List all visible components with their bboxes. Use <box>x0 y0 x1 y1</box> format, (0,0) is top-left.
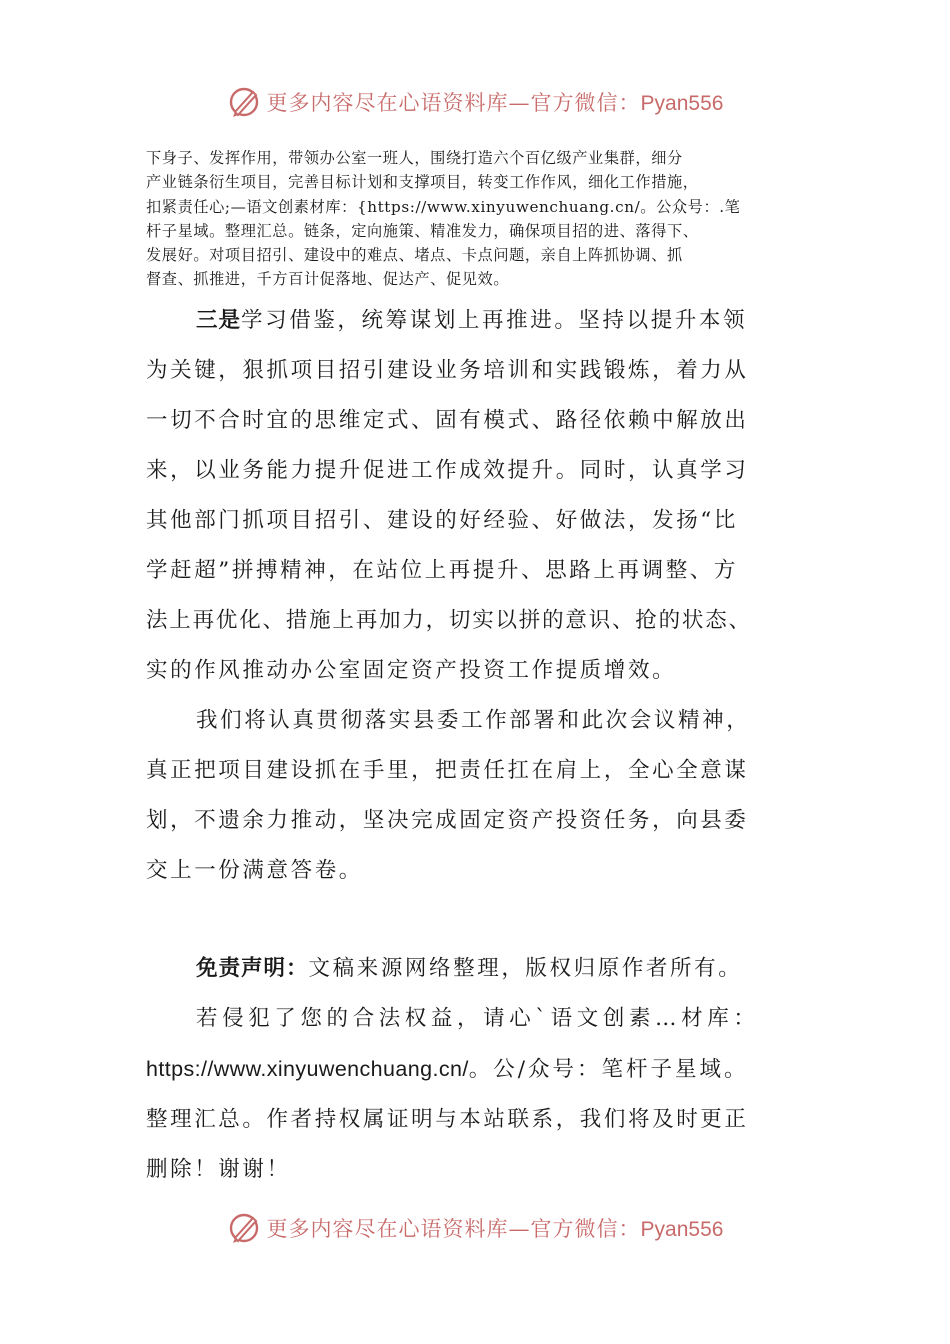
small-line: 发展好。对项目招引、建设中的难点、堵点、卡点问题，亲自上阵抓协调、抓 <box>146 246 683 265</box>
footer-wechat-id: Pyan556 <box>640 1218 724 1241</box>
disclaimer-line: 删除！谢谢！ <box>146 1157 291 1182</box>
paragraph-line: 学赶超”拼搏精神，在站位上再提升、思路上再调整、方 <box>146 558 738 583</box>
footer-banner-text: 更多内容尽在心语资料库—官方微信：Pyan556 <box>266 1217 724 1241</box>
disclaimer-line: 若侵犯了您的合法权益，请心`语文创素…材库： <box>196 1006 760 1031</box>
paragraph-line: 交上一份满意答卷。 <box>146 858 363 883</box>
disclaimer-line: 整理汇总。作者持权属证明与本站联系，我们将及时更正 <box>146 1107 749 1132</box>
paragraph-line: 我们将认真贯彻落实县委工作部署和此次会议精神， <box>196 708 751 733</box>
small-line: 扣紧责任心;—语文创素材库：{https://www.xinyuwenchuang.cn/。公众号：.笔 <box>146 197 741 216</box>
header-banner-text: 更多内容尽在心语资料库—官方微信：Pyan556 <box>266 91 724 115</box>
paragraph-line: 来，以业务能力提升促进工作成效提升。同时，认真学习 <box>146 458 749 483</box>
header-wechat-id: Pyan556 <box>640 92 724 115</box>
paragraph-line: 划，不遗余力推动，坚决完成固定资产投资任务，向县委 <box>146 808 749 833</box>
paragraph-line: 实的作风推动办公室固定资产投资工作提质增效。 <box>146 658 677 683</box>
paragraph-line: 法上再优化、措施上再加力，切实以拼的意识、抢的状态、 <box>146 608 752 633</box>
disclaimer-line: https://www.xinyuwenchuang.cn/。公/众号：笔杆子星域。 <box>146 1057 749 1082</box>
paragraph-line: 为关键，狠抓项目招引建设业务培训和实践锻炼，着力从 <box>146 358 749 383</box>
website-link[interactable]: https://www.xinyuwenchuang.cn/ <box>146 1057 469 1081</box>
paragraph-line: 其他部门抓项目招引、建设的好经验、好做法，发扬“比 <box>146 508 738 533</box>
pen-logo-icon <box>227 85 261 119</box>
disclaimer-line: 免责声明：文稿来源网络整理，版权归原作者所有。 <box>196 956 743 981</box>
disclaimer <box>146 944 816 1195</box>
pen-logo-icon <box>227 1211 261 1245</box>
paragraph-line: 一切不合时宜的思维定式、固有模式、路径依赖中解放出 <box>146 408 749 433</box>
paragraph-lead: 三是 <box>196 308 242 333</box>
closing-paragraph <box>146 696 816 896</box>
header-banner <box>0 82 950 122</box>
disclaimer-label: 免责声明： <box>196 956 309 981</box>
paragraph-line: 真正把项目建设抓在手里，把责任扛在肩上，全心全意谋 <box>146 758 749 783</box>
small-line: 下身子、发挥作用，带领办公室一班人，围绕打造六个百亿级产业集群，细分 <box>146 149 683 167</box>
paragraph-three <box>146 296 816 696</box>
paragraph-line: 三是学习借鉴，统筹谋划上再推进。坚持以提升本领 <box>196 308 748 333</box>
small-line: 督查、抓推进，千方百计促落地、促达产、促见效。 <box>146 270 510 289</box>
small-paragraph <box>146 146 810 292</box>
small-line: 杆子星域。整理汇总。链条，定向施策、精准发力，确保项目招的进、落得下、 <box>146 221 699 240</box>
footer-banner <box>0 1208 950 1248</box>
small-line: 产业链条衍生项目，完善目标计划和支撑项目，转变工作作风，细化工作措施， <box>146 173 699 192</box>
